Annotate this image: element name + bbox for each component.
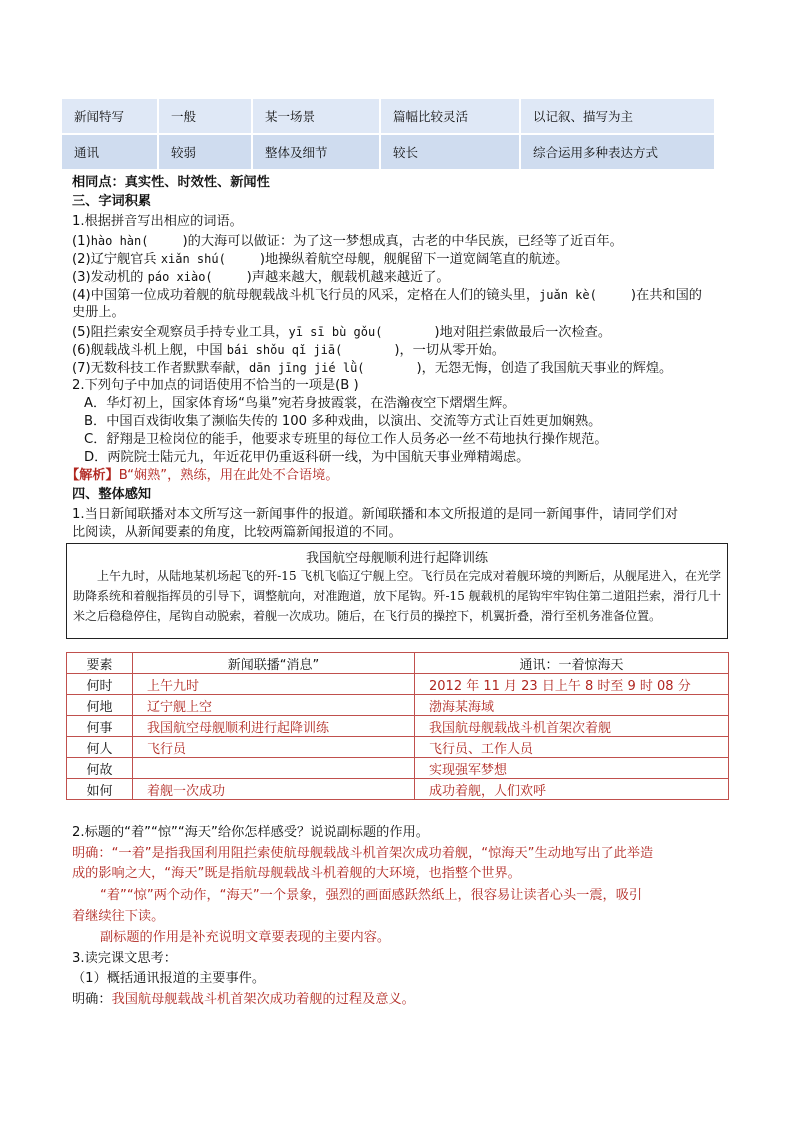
news-cell: 上午九时 <box>133 674 415 695</box>
pinyin-item <box>72 323 611 342</box>
question-title: 2.下列句子中加点的词语使用不恰当的一项是(B ) <box>72 378 359 393</box>
item-prefix: (7)无数科技工作者默默奉献， <box>72 361 249 376</box>
option-a: A．华灯初上，国家体育场“鸟巢”宛若身披霞裳，在浩瀚夜空下熠熠生辉。 <box>84 396 516 411</box>
table-row <box>67 779 729 800</box>
news-cell: 飞行员 <box>133 737 415 758</box>
table-cell: 综合运用多种表达方式 <box>520 134 715 170</box>
pinyin-text: yī sī bù gǒu( <box>288 325 383 339</box>
section-heading: 四、整体感知 <box>72 487 152 502</box>
table-cell: 较长 <box>380 134 520 170</box>
answer-line: 副标题的作用是补充说明文章要表现的主要内容。 <box>100 930 391 945</box>
table-cell: 新闻特写 <box>61 98 158 134</box>
answer-line: 着继续往下读。 <box>72 909 165 924</box>
pinyin-item <box>72 359 672 378</box>
news-cell <box>133 758 415 779</box>
pinyin-item <box>72 286 702 305</box>
table-cell: 通讯 <box>61 134 158 170</box>
feature-cell: 实现强军梦想 <box>415 758 729 779</box>
table-cell: 以记叙、描写为主 <box>520 98 715 134</box>
item-suffix: )在共和国的 <box>630 288 702 303</box>
header-cell: 新闻联播“消息” <box>133 653 415 674</box>
analysis-label: 【解析】 <box>66 468 119 483</box>
news-cell: 着舰一次成功 <box>133 779 415 800</box>
pinyin-text: xiǎn shú( <box>160 252 226 266</box>
news-title: 我国航空母舰顺利进行起降训练 <box>305 551 488 566</box>
table-row <box>67 737 729 758</box>
question-title: 1.根据拼音写出相应的词语。 <box>72 214 243 229</box>
table-row <box>67 674 729 695</box>
element-cell: 何时 <box>67 674 133 695</box>
item-prefix: (1) <box>72 234 91 249</box>
table-cell: 一般 <box>158 98 252 134</box>
table-cell: 较弱 <box>158 134 252 170</box>
news-cell: 我国航空母舰顺利进行起降训练 <box>133 716 415 737</box>
paragraph-line: 比阅读，从新闻要素的角度，比较两篇新闻报道的不同。 <box>72 525 402 540</box>
element-cell: 何地 <box>67 695 133 716</box>
analysis <box>66 467 339 485</box>
answer-line: 成的影响之大，“海天”既是指航母舰载战斗机着舰的大环境，也指整个世界。 <box>72 866 521 881</box>
item-prefix: (6)舰载战斗机上舰，中国 <box>72 343 227 358</box>
option-d: D．两院院士陆元九，年近花甲仍重返科研一线，为中国航天事业殚精竭虑。 <box>84 450 530 465</box>
news-excerpt-box <box>66 543 728 639</box>
table-header-row <box>67 653 729 674</box>
pinyin-text: bái shǒu qǐ jiā( <box>226 343 343 357</box>
element-cell: 如何 <box>67 779 133 800</box>
header-cell: 通讯：一着惊海天 <box>415 653 729 674</box>
item-prefix: (5)阻拦索安全观察员手持专业工具， <box>72 325 289 340</box>
option-c: C．舒翔是卫检岗位的能手，他要求专班里的每位工作人员务必一丝不苟地执行操作规范。 <box>84 432 608 447</box>
table-cell: 某一场景 <box>252 98 380 134</box>
item-prefix: (4)中国第一位成功着舰的航母舰载战斗机飞行员的风采，定格在人们的镜头里， <box>72 288 540 303</box>
answer-text: 我国航母舰载战斗机首架次成功着舰的过程及意义。 <box>111 992 415 1007</box>
feature-cell: 2012 年 11 月 23 日上午 8 时至 9 时 08 分 <box>415 674 729 695</box>
item-suffix: )地操纵着航空母舰，舰艉留下一道宽阔笔直的航迹。 <box>259 252 569 267</box>
answer-label: 明确： <box>72 992 112 1007</box>
element-cell: 何故 <box>67 758 133 779</box>
feature-cell: 成功着舰，人们欢呼 <box>415 779 729 800</box>
item-prefix: (2)辽宁舰官兵 <box>72 252 161 267</box>
paragraph-line: 1.当日新闻联播对本文所写这一新闻事件的报道。新闻联播和本文所报道的是同一新闻事件，请同学们对 <box>72 507 679 522</box>
analysis-text: B“娴熟”，熟练，用在此处不合语境。 <box>118 468 339 483</box>
answer-line <box>72 991 415 1009</box>
option-b: B．中国百戏街收集了濒临失传的 100 多种戏曲，以演出、交流等方式让百姓更加娴熟。 <box>84 414 602 429</box>
comparison-table <box>60 97 716 171</box>
answer-line: “着”“惊”两个动作，“海天”一个景象，强烈的画面感跃然纸上，很容易让读者心头一震，吸引 <box>100 888 643 903</box>
pinyin-text: hào hàn( <box>90 234 149 248</box>
answer-line <box>72 845 653 863</box>
item-suffix: )声越来越大，舰载机越来越近了。 <box>246 270 450 285</box>
item-suffix: )，一切从零开始。 <box>394 343 505 358</box>
pinyin-item <box>72 232 623 251</box>
elements-table <box>66 652 729 800</box>
answer-text: “一着”是指我国利用阻拦索使航母舰载战斗机首架次成功着舰，“惊海天”生动地写出了此举造 <box>111 846 654 861</box>
sub-question: （1）概括通讯报道的主要事件。 <box>72 971 266 986</box>
table-row <box>61 134 715 170</box>
pinyin-item <box>72 268 450 287</box>
header-cell: 要素 <box>67 653 133 674</box>
pinyin-item <box>72 341 505 360</box>
question-title: 2.标题的“着”“惊”“海天”给你怎样感受？说说副标题的作用。 <box>72 825 429 840</box>
pinyin-item <box>72 250 568 269</box>
feature-cell: 渤海某海域 <box>415 695 729 716</box>
item-suffix: )的大海可以做证：为了这一梦想成真，古老的中华民族，已经等了近百年。 <box>182 234 623 249</box>
table-row <box>67 716 729 737</box>
pinyin-text: páo xiào( <box>147 270 213 284</box>
element-cell: 何人 <box>67 737 133 758</box>
table-row <box>67 695 729 716</box>
feature-cell: 我国航母舰载战斗机首架次着舰 <box>415 716 729 737</box>
question-title: 3.读完课文思考： <box>72 951 177 966</box>
news-body: 上午九时，从陆地某机场起飞的歼-15 飞机飞临辽宁舰上空。飞行员在完成对着舰环境的判断后，从舰尾进入，在光学助降系统和着舰指挥员的引导下，调整航向，对准跑道，放下尾钩。歼-15 舰载机的尾钩牢牢钩住第二道阻拦索，滑行几十米之后稳稳停住，尾钩自动脱索，着舰一次成功。随后，在飞行员的操控下，机翼折叠，滑行至机务准备位置。 <box>73 569 721 623</box>
element-cell: 何事 <box>67 716 133 737</box>
pinyin-text: juǎn kè( <box>539 288 597 302</box>
section-heading: 三、字词积累 <box>72 194 152 209</box>
table-row <box>67 758 729 779</box>
item-prefix: (3)发动机的 <box>72 270 148 285</box>
item-suffix: )，无怨无悔，创造了我国航天事业的辉煌。 <box>416 361 673 376</box>
pinyin-item-continued: 史册上。 <box>72 305 125 320</box>
item-suffix: )地对阻拦索做最后一次检查。 <box>434 325 612 340</box>
same-points: 相同点：真实性、时效性、新闻性 <box>72 175 270 190</box>
table-cell: 整体及细节 <box>252 134 380 170</box>
feature-cell: 飞行员、工作人员 <box>415 737 729 758</box>
pinyin-text: dān jīng jié lǜ( <box>248 361 365 375</box>
answer-label: 明确： <box>72 846 112 861</box>
table-row <box>61 98 715 134</box>
news-cell: 辽宁舰上空 <box>133 695 415 716</box>
table-cell: 篇幅比较灵活 <box>380 98 520 134</box>
